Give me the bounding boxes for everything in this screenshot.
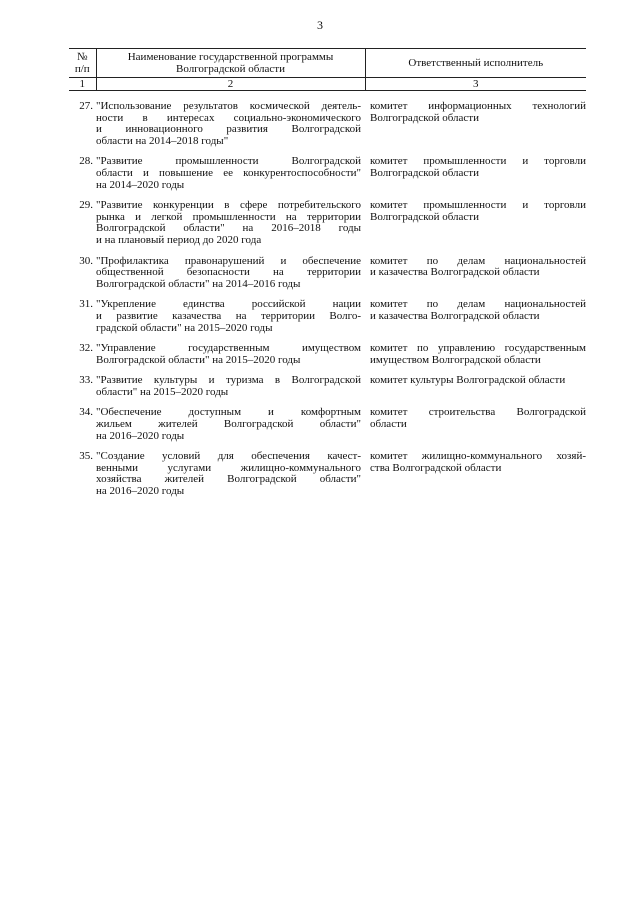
- row-number: 31.: [79, 298, 93, 311]
- row-number: 34.: [79, 406, 93, 419]
- responsible-executor-line: Волгоградской области: [370, 166, 479, 179]
- row-number: 28.: [79, 155, 93, 168]
- program-name-line: области" на 2015–2020 годы: [96, 385, 229, 398]
- responsible-executor-line: комитет жилищно-коммунального хозяй-: [370, 450, 586, 463]
- program-name: [96, 156, 365, 191]
- table-header-row: [69, 49, 586, 78]
- responsible-executor-line: комитет промышленности и торговли: [370, 199, 586, 212]
- program-name-line: "Использование результатов космической деятель-: [96, 100, 361, 112]
- row-number: 27.: [79, 100, 93, 112]
- program-name-line: на 2014–2020 годы: [96, 178, 185, 191]
- column-number-3: 3: [365, 78, 586, 91]
- program-name-line: Волгоградской области" на 2015–2020 годы: [96, 353, 301, 366]
- program-name-line: "Укрепление единства российской нации: [96, 298, 361, 311]
- table-row: [69, 101, 586, 147]
- program-name-line: "Управление государственным имуществом: [96, 342, 361, 355]
- program-name: [96, 101, 365, 147]
- program-name-line: и развитие казачества на территории Волго-: [96, 309, 361, 322]
- program-name-line: "Развитие промышленности Волгоградской: [96, 155, 361, 168]
- table-row: [69, 407, 586, 442]
- responsible-executor-line: и казачества Волгоградской области: [370, 266, 540, 279]
- responsible-executor: [365, 101, 586, 147]
- program-name-line: градской области" на 2015–2020 годы: [96, 321, 273, 334]
- page-number: 3: [317, 18, 323, 32]
- table-row: [69, 375, 586, 398]
- responsible-executor-line: Волгоградской области: [370, 111, 479, 124]
- program-name-line: области на 2014–2018 годы": [96, 134, 229, 147]
- table-row: [69, 343, 586, 366]
- responsible-executor-line: комитет информационных технологий: [370, 100, 586, 112]
- program-name-line: общественной безопасности на территории: [96, 266, 361, 279]
- header-program-line1: Наименование государственной программы: [127, 51, 334, 63]
- program-name-line: венными услугами жилищно-коммунального: [96, 461, 361, 474]
- row-number: 33.: [79, 374, 93, 387]
- responsible-executor-line: комитет культуры Волгоградской области: [370, 374, 566, 387]
- responsible-executor-line: комитет промышленности и торговли: [370, 155, 586, 168]
- program-name: [96, 451, 365, 497]
- header-program-line2: Волгоградской области: [176, 63, 285, 75]
- table-body: [69, 91, 586, 498]
- responsible-executor-line: комитет по делам национальностей: [370, 254, 586, 267]
- program-name-line: "Создание условий для обеспечения качест-: [96, 450, 361, 463]
- program-name-line: и инновационного развития Волгоградской: [96, 123, 361, 136]
- responsible-executor: [365, 407, 586, 442]
- program-name-line: на 2016–2020 годы: [96, 429, 185, 442]
- row-number: 30.: [79, 254, 93, 267]
- program-name: [96, 200, 365, 246]
- responsible-executor: [365, 256, 586, 291]
- responsible-executor-line: области: [370, 418, 407, 431]
- column-number-1: 1: [69, 78, 96, 91]
- responsible-executor-line: ства Волгоградской области: [370, 461, 502, 474]
- header-executor: Ответственный исполнитель: [365, 49, 586, 78]
- responsible-executor: [365, 343, 586, 366]
- responsible-executor-line: комитет по управлению государственным: [370, 342, 586, 355]
- row-number: 35.: [79, 450, 93, 463]
- responsible-executor-line: Волгоградской области: [370, 210, 479, 223]
- program-name: [96, 375, 365, 398]
- program-name-line: "Обеспечение доступным и комфортным: [96, 406, 361, 419]
- row-number: 32.: [79, 342, 93, 355]
- header-number: [69, 49, 96, 78]
- program-name-line: "Развитие культуры и туризма в Волгоградской: [96, 374, 361, 387]
- header-number-line2: п/п: [74, 63, 90, 75]
- header-program-name: [96, 49, 365, 78]
- responsible-executor: [365, 451, 586, 497]
- program-name-line: "Развитие конкуренции в сфере потребительского: [96, 199, 361, 212]
- responsible-executor: [365, 299, 586, 334]
- column-number-2: 2: [96, 78, 365, 91]
- table-row: [69, 299, 586, 334]
- program-name: [96, 256, 365, 291]
- column-numbering-row: [69, 78, 586, 91]
- program-name: [96, 299, 365, 334]
- program-name-line: рынка и легкой промышленности на территории: [96, 210, 361, 223]
- responsible-executor-line: имуществом Волгоградской области: [370, 353, 541, 366]
- program-name-line: области и повышение ее конкурентоспособности": [96, 166, 361, 179]
- header-number-line1: №: [77, 51, 88, 63]
- programs-table: [69, 48, 586, 498]
- program-name-line: и на плановый период до 2020 года: [96, 233, 262, 246]
- program-name-line: ности в интересах социально-экономического: [96, 111, 361, 124]
- responsible-executor-line: комитет строительства Волгоградской: [370, 406, 586, 419]
- program-name-line: на 2016–2020 годы: [96, 485, 185, 498]
- program-name-line: "Профилактика правонарушений и обеспечение: [96, 254, 361, 267]
- table-row: [69, 256, 586, 291]
- program-name-line: Волгоградской области" на 2014–2016 годы: [96, 277, 301, 290]
- responsible-executor: [365, 375, 586, 398]
- program-name-line: Волгоградской области" на 2016–2018 годы: [96, 222, 361, 235]
- responsible-executor: [365, 200, 586, 246]
- responsible-executor-line: комитет по делам национальностей: [370, 298, 586, 311]
- row-number: 29.: [79, 199, 93, 212]
- program-name: [96, 407, 365, 442]
- program-name-line: жильем жителей Волгоградской области": [96, 418, 361, 431]
- table-row: [69, 200, 586, 246]
- program-name-line: хозяйства жителей Волгоградской области": [96, 473, 361, 486]
- table-row: [69, 451, 586, 497]
- table-row: [69, 156, 586, 191]
- responsible-executor-line: и казачества Волгоградской области: [370, 309, 540, 322]
- program-name: [96, 343, 365, 366]
- responsible-executor: [365, 156, 586, 191]
